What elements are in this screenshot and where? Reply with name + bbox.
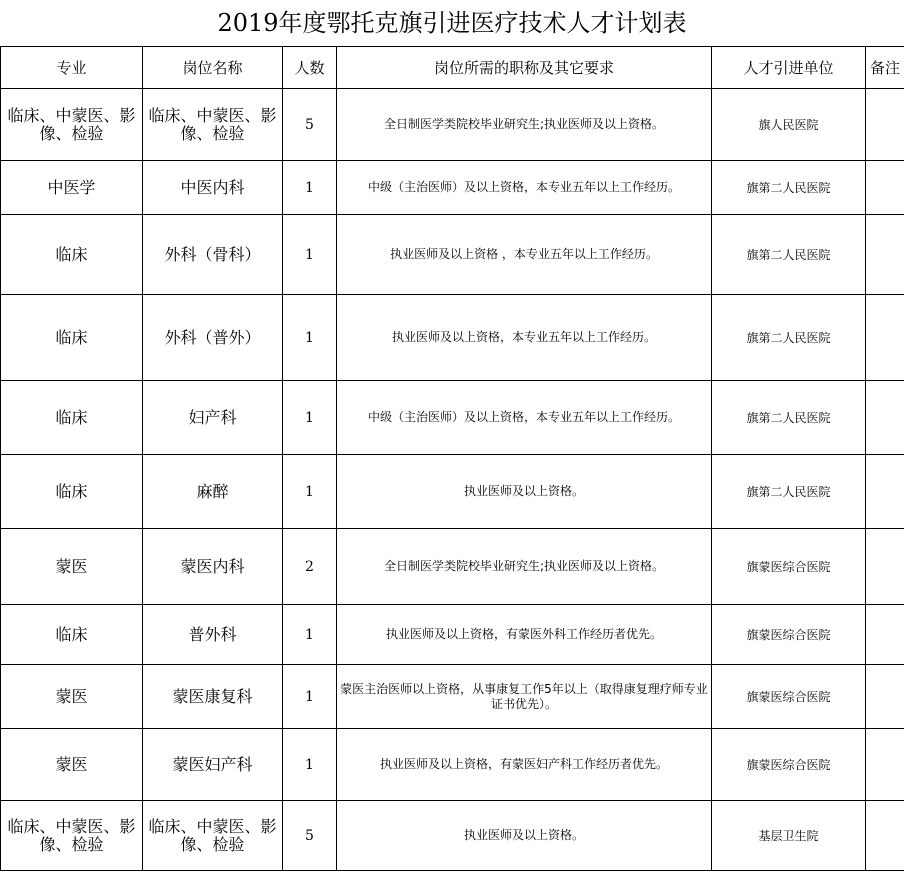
cell-major: 蒙医 <box>1 729 143 801</box>
cell-requirements: 执业医师及以上资格，本专业五年以上工作经历。 <box>337 295 712 381</box>
cell-count: 1 <box>283 215 337 295</box>
cell-major: 中医学 <box>1 161 143 215</box>
cell-note <box>866 801 904 871</box>
cell-major: 临床 <box>1 605 143 665</box>
cell-requirements: 执业医师及以上资格，有蒙医外科工作经历者优先。 <box>337 605 712 665</box>
cell-requirements: 执业医师及以上资格，有蒙医妇产科工作经历者优先。 <box>337 729 712 801</box>
cell-post: 中医内科 <box>143 161 283 215</box>
cell-major: 临床 <box>1 295 143 381</box>
cell-note <box>866 455 904 529</box>
cell-requirements: 中级（主治医师）及以上资格，本专业五年以上工作经历。 <box>337 381 712 455</box>
cell-major: 临床 <box>1 455 143 529</box>
cell-requirements: 执业医师及以上资格 ，本专业五年以上工作经历。 <box>337 215 712 295</box>
header-note: 备注 <box>866 47 904 89</box>
cell-count: 1 <box>283 605 337 665</box>
header-unit: 人才引进单位 <box>712 47 866 89</box>
cell-post: 外科（骨科） <box>143 215 283 295</box>
page-title: 2019年度鄂托克旗引进医疗技术人才计划表 <box>217 9 687 37</box>
cell-unit: 旗蒙医综合医院 <box>712 665 866 729</box>
cell-requirements: 中级（主治医师）及以上资格，本专业五年以上工作经历。 <box>337 161 712 215</box>
cell-note <box>866 605 904 665</box>
cell-unit: 旗人民医院 <box>712 89 866 161</box>
cell-post: 麻醉 <box>143 455 283 529</box>
cell-post: 外科（普外） <box>143 295 283 381</box>
cell-note <box>866 161 904 215</box>
cell-post: 蒙医内科 <box>143 529 283 605</box>
cell-count: 2 <box>283 529 337 605</box>
cell-note <box>866 381 904 455</box>
cell-count: 1 <box>283 381 337 455</box>
cell-requirements: 执业医师及以上资格。 <box>337 801 712 871</box>
cell-count: 1 <box>283 295 337 381</box>
table-row <box>1 381 904 455</box>
table-row <box>1 455 904 529</box>
cell-unit: 旗第二人民医院 <box>712 295 866 381</box>
cell-major: 临床、中蒙医、影像、检验 <box>1 89 143 161</box>
cell-post: 蒙医康复科 <box>143 665 283 729</box>
cell-unit: 旗蒙医综合医院 <box>712 729 866 801</box>
cell-unit: 旗蒙医综合医院 <box>712 529 866 605</box>
cell-unit: 旗第二人民医院 <box>712 161 866 215</box>
cell-post: 蒙医妇产科 <box>143 729 283 801</box>
cell-count: 1 <box>283 665 337 729</box>
cell-unit: 基层卫生院 <box>712 801 866 871</box>
cell-note <box>866 729 904 801</box>
cell-major: 临床 <box>1 381 143 455</box>
cell-count: 1 <box>283 729 337 801</box>
header-major: 专业 <box>1 47 143 89</box>
table-row <box>1 729 904 801</box>
table-row <box>1 161 904 215</box>
cell-note <box>866 665 904 729</box>
cell-major: 蒙医 <box>1 529 143 605</box>
cell-major: 临床 <box>1 215 143 295</box>
cell-post: 临床、中蒙医、影像、检验 <box>143 801 283 871</box>
table-row <box>1 295 904 381</box>
talent-plan-table <box>0 46 904 871</box>
cell-requirements: 全日制医学类院校毕业研究生;执业医师及以上资格。 <box>337 89 712 161</box>
cell-requirements: 蒙医主治医师以上资格，从事康复工作5年以上（取得康复理疗师专业证书优先）。 <box>337 665 712 729</box>
table-row <box>1 665 904 729</box>
cell-note <box>866 295 904 381</box>
cell-count: 1 <box>283 455 337 529</box>
cell-unit: 旗第二人民医院 <box>712 455 866 529</box>
cell-unit: 旗第二人民医院 <box>712 215 866 295</box>
cell-note <box>866 215 904 295</box>
header-post: 岗位名称 <box>143 47 283 89</box>
cell-count: 5 <box>283 89 337 161</box>
cell-note <box>866 89 904 161</box>
cell-major: 临床、中蒙医、影像、检验 <box>1 801 143 871</box>
cell-post: 妇产科 <box>143 381 283 455</box>
header-row <box>1 47 904 89</box>
cell-requirements: 全日制医学类院校毕业研究生;执业医师及以上资格。 <box>337 529 712 605</box>
cell-note <box>866 529 904 605</box>
table-row <box>1 801 904 871</box>
cell-count: 1 <box>283 161 337 215</box>
cell-post: 普外科 <box>143 605 283 665</box>
cell-major: 蒙医 <box>1 665 143 729</box>
cell-requirements: 执业医师及以上资格。 <box>337 455 712 529</box>
table-row <box>1 529 904 605</box>
table-row <box>1 215 904 295</box>
table-row <box>1 89 904 161</box>
cell-unit: 旗第二人民医院 <box>712 381 866 455</box>
cell-unit: 旗蒙医综合医院 <box>712 605 866 665</box>
cell-count: 5 <box>283 801 337 871</box>
header-count: 人数 <box>283 47 337 89</box>
header-requirements: 岗位所需的职称及其它要求 <box>337 47 712 89</box>
table-row <box>1 605 904 665</box>
cell-post: 临床、中蒙医、影像、检验 <box>143 89 283 161</box>
